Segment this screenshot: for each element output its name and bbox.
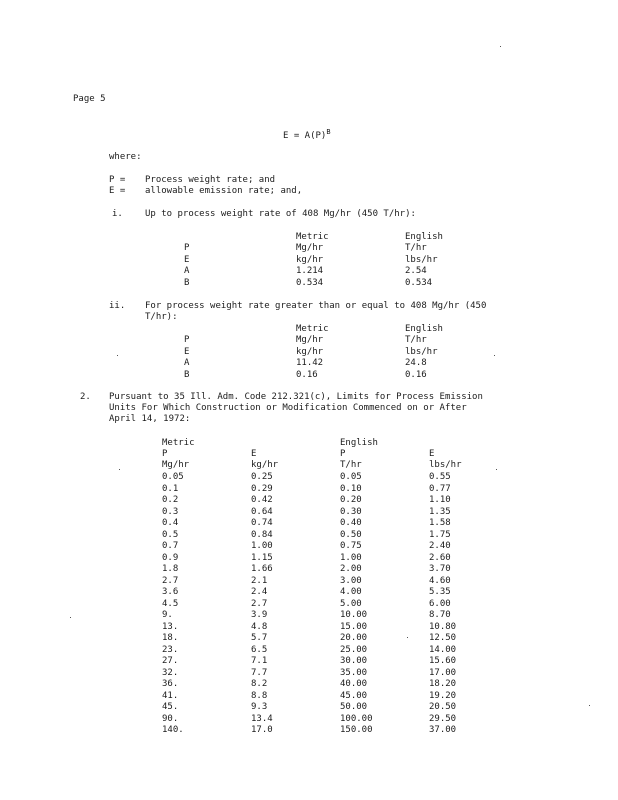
definition-p-text: Process weight rate; and — [145, 175, 276, 185]
item-ii-cell-sym: E — [184, 346, 190, 357]
limits-cell-english-e: 1.58 — [429, 518, 451, 528]
scan-speck — [407, 637, 408, 638]
item-i-cell-english: T/hr — [405, 243, 427, 253]
limits-row — [0, 725, 618, 737]
item-i-cell-sym: P — [184, 243, 190, 253]
limits-cell-metric-e: 0.84 — [251, 529, 273, 540]
where-label: where: — [109, 152, 142, 162]
item-i-table — [0, 243, 618, 289]
item-i-number: i. — [112, 209, 123, 219]
item-i-cell-sym: A — [184, 266, 190, 276]
scan-speck — [70, 617, 71, 618]
scan-speck — [119, 469, 120, 470]
definition-p-symbol: P = — [109, 175, 126, 185]
limits-row — [0, 645, 618, 657]
item-2-number: 2. — [80, 392, 91, 402]
limits-row — [0, 507, 618, 519]
limits-cell-english-e: 3.70 — [429, 564, 451, 574]
limits-row — [0, 576, 618, 588]
limits-cell-metric-e: 0.74 — [251, 518, 273, 528]
limits-cell-metric-p: 13. — [162, 621, 179, 632]
limits-cell-metric-e: 0.29 — [251, 483, 273, 494]
limits-cell-english-e: 1.10 — [429, 495, 451, 505]
limits-cell-english-e: 1.35 — [429, 506, 451, 517]
limits-cell-english-e: 37.00 — [429, 725, 457, 735]
limits-cell-metric-p: 1.8 — [162, 564, 179, 574]
limits-cell-metric-p: 23. — [162, 644, 179, 655]
limits-cell-english-e: 0.55 — [429, 472, 451, 482]
item-ii-cell-sym: B — [184, 369, 190, 380]
limits-col-unit-metric-p: Mg/hr — [162, 460, 190, 470]
limits-cell-english-p: 45.00 — [340, 690, 368, 701]
limits-row — [0, 541, 618, 553]
scan-speck — [117, 355, 118, 356]
limits-cell-english-e: 6.00 — [429, 598, 451, 609]
item-i-cell-metric: 1.214 — [296, 266, 324, 276]
limits-cell-english-e: 12.50 — [429, 633, 457, 643]
limits-cell-english-e: 2.40 — [429, 541, 451, 551]
item-i-cell-english: 0.534 — [405, 277, 433, 288]
limits-cell-metric-e: 0.42 — [251, 495, 273, 505]
limits-cell-english-p: 0.30 — [340, 506, 362, 517]
limits-row — [0, 668, 618, 680]
item-i-cell-english: 2.54 — [405, 266, 427, 276]
item-ii-header-metric: Metric — [296, 324, 329, 334]
limits-row — [0, 599, 618, 611]
limits-col-sym-metric-e: E — [251, 449, 257, 459]
limits-col-unit-english-e: lbs/hr — [429, 460, 462, 470]
limits-row — [0, 702, 618, 714]
limits-cell-english-p: 40.00 — [340, 679, 368, 689]
limits-cell-english-p: 0.10 — [340, 483, 362, 494]
limits-row — [0, 714, 618, 726]
item-2-line2: Units For Which Construction or Modification Commenced on or After — [109, 403, 467, 413]
item-ii-cell-metric: Mg/hr — [296, 335, 324, 345]
limits-cell-english-p: 2.00 — [340, 564, 362, 574]
limits-row — [0, 656, 618, 668]
item-ii-row — [0, 358, 618, 370]
limits-header-metric: Metric — [162, 438, 195, 448]
limits-col-unit-english-p: T/hr — [340, 460, 362, 470]
limits-row — [0, 691, 618, 703]
limits-cell-english-e: 5.35 — [429, 587, 451, 597]
limits-cell-english-p: 50.00 — [340, 702, 368, 712]
formula-exponent: B — [326, 128, 331, 136]
scan-speck — [500, 46, 501, 47]
limits-cell-metric-p: 2.7 — [162, 575, 179, 586]
limits-cell-english-e: 14.00 — [429, 644, 457, 655]
limits-cell-english-p: 5.00 — [340, 598, 362, 609]
item-i-header-english: English — [405, 232, 443, 242]
limits-cell-english-e: 8.70 — [429, 610, 451, 620]
limits-cell-metric-p: 27. — [162, 656, 179, 666]
definition-e-symbol: E = — [109, 186, 126, 196]
item-i-row — [0, 266, 618, 278]
limits-cell-metric-p: 9. — [162, 610, 173, 620]
limits-cell-metric-p: 0.9 — [162, 552, 179, 563]
limits-cell-metric-e: 7.7 — [251, 667, 268, 678]
item-ii-cell-metric: 11.42 — [296, 358, 324, 368]
limits-cell-metric-e: 8.8 — [251, 690, 268, 701]
limits-col-unit-metric-e: kg/hr — [251, 460, 279, 470]
item-i-cell-sym: B — [184, 277, 190, 288]
limits-row — [0, 495, 618, 507]
limits-cell-metric-e: 17.0 — [251, 725, 273, 735]
item-ii-cell-english: lbs/hr — [405, 346, 438, 357]
limits-cell-english-e: 0.77 — [429, 483, 451, 494]
limits-row — [0, 518, 618, 530]
limits-cell-english-p: 35.00 — [340, 667, 368, 678]
limits-cell-metric-p: 140. — [162, 725, 184, 735]
item-ii-cell-metric: 0.16 — [296, 369, 318, 380]
definition-e-text: allowable emission rate; and, — [145, 186, 303, 196]
limits-row — [0, 484, 618, 496]
item-ii-table — [0, 335, 618, 381]
limits-cell-metric-e: 2.7 — [251, 598, 268, 609]
limits-cell-metric-p: 0.1 — [162, 483, 179, 494]
limits-cell-english-e: 10.80 — [429, 621, 457, 632]
limits-cell-english-e: 29.50 — [429, 713, 457, 724]
limits-cell-metric-p: 0.4 — [162, 518, 179, 528]
limits-cell-metric-e: 1.00 — [251, 541, 273, 551]
limits-cell-english-e: 18.20 — [429, 679, 457, 689]
limits-cell-metric-e: 8.2 — [251, 679, 268, 689]
limits-cell-english-e: 2.60 — [429, 552, 451, 563]
limits-row — [0, 679, 618, 691]
limits-row — [0, 553, 618, 565]
limits-cell-english-p: 0.40 — [340, 518, 362, 528]
item-i-text: Up to process weight rate of 408 Mg/hr (450 T/hr): — [145, 209, 416, 219]
item-i-cell-metric: 0.534 — [296, 277, 324, 288]
item-i-row — [0, 243, 618, 255]
limits-cell-metric-p: 3.6 — [162, 587, 179, 597]
limits-cell-english-p: 150.00 — [340, 725, 373, 735]
limits-cell-metric-p: 90. — [162, 713, 179, 724]
item-i-row — [0, 255, 618, 267]
limits-cell-metric-e: 5.7 — [251, 633, 268, 643]
item-i-row — [0, 278, 618, 290]
limits-cell-metric-e: 13.4 — [251, 713, 273, 724]
item-i-cell-metric: Mg/hr — [296, 243, 324, 253]
item-ii-line1: For process weight rate greater than or equal to 408 Mg/hr (450 — [145, 301, 487, 311]
limits-cell-english-e: 15.60 — [429, 656, 457, 666]
item-ii-cell-sym: A — [184, 358, 190, 368]
item-i-header-metric: Metric — [296, 232, 329, 242]
page-label: Page 5 — [73, 94, 106, 104]
limits-cell-metric-e: 7.1 — [251, 656, 268, 666]
limits-row — [0, 610, 618, 622]
limits-cell-english-p: 100.00 — [340, 713, 373, 724]
item-ii-number: ii. — [109, 301, 126, 311]
item-ii-row — [0, 335, 618, 347]
limits-cell-english-e: 4.60 — [429, 575, 451, 586]
limits-cell-english-p: 15.00 — [340, 621, 368, 632]
limits-cell-english-e: 1.75 — [429, 529, 451, 540]
limits-cell-metric-e: 4.8 — [251, 621, 268, 632]
item-ii-cell-english: T/hr — [405, 335, 427, 345]
limits-cell-metric-p: 18. — [162, 633, 179, 643]
limits-cell-metric-p: 32. — [162, 667, 179, 678]
limits-cell-metric-p: 45. — [162, 702, 179, 712]
limits-cell-english-p: 3.00 — [340, 575, 362, 586]
formula — [283, 127, 331, 142]
limits-cell-english-p: 1.00 — [340, 552, 362, 563]
item-i-cell-metric: kg/hr — [296, 254, 324, 265]
item-ii-line2: T/hr): — [145, 312, 178, 322]
limits-cell-metric-e: 0.25 — [251, 472, 273, 482]
limits-cell-metric-p: 0.7 — [162, 541, 179, 551]
limits-cell-metric-p: 4.5 — [162, 598, 179, 609]
limits-row — [0, 564, 618, 576]
limits-row — [0, 622, 618, 634]
limits-cell-metric-e: 9.3 — [251, 702, 268, 712]
item-ii-row — [0, 347, 618, 359]
limits-cell-metric-e: 1.15 — [251, 552, 273, 563]
limits-table — [0, 472, 618, 737]
limits-col-sym-english-e: E — [429, 449, 435, 459]
limits-cell-english-p: 25.00 — [340, 644, 368, 655]
item-2-line1: Pursuant to 35 Ill. Adm. Code 212.321(c), Limits for Process Emission — [109, 392, 483, 402]
limits-cell-english-p: 0.20 — [340, 495, 362, 505]
limits-row — [0, 472, 618, 484]
limits-header-english: English — [340, 438, 378, 448]
item-ii-cell-metric: kg/hr — [296, 346, 324, 357]
scan-speck — [496, 469, 497, 470]
item-ii-cell-sym: P — [184, 335, 190, 345]
limits-cell-english-p: 0.50 — [340, 529, 362, 540]
limits-cell-metric-e: 0.64 — [251, 506, 273, 517]
limits-cell-english-p: 0.05 — [340, 472, 362, 482]
limits-cell-english-e: 17.00 — [429, 667, 457, 678]
limits-cell-english-e: 19.20 — [429, 690, 457, 701]
limits-cell-english-p: 4.00 — [340, 587, 362, 597]
limits-cell-english-p: 30.00 — [340, 656, 368, 666]
item-ii-header-english: English — [405, 324, 443, 334]
limits-row — [0, 587, 618, 599]
limits-cell-english-p: 0.75 — [340, 541, 362, 551]
limits-cell-metric-p: 36. — [162, 679, 179, 689]
limits-cell-metric-e: 6.5 — [251, 644, 268, 655]
limits-cell-english-e: 20.50 — [429, 702, 457, 712]
limits-cell-metric-e: 3.9 — [251, 610, 268, 620]
limits-cell-metric-e: 2.4 — [251, 587, 268, 597]
item-ii-row — [0, 370, 618, 382]
limits-cell-metric-p: 41. — [162, 690, 179, 701]
item-i-cell-sym: E — [184, 254, 190, 265]
item-2-line3: April 14, 1972: — [109, 414, 191, 424]
item-ii-cell-english: 24.8 — [405, 358, 427, 368]
limits-cell-english-p: 20.00 — [340, 633, 368, 643]
limits-cell-metric-p: 0.05 — [162, 472, 184, 482]
scan-speck — [494, 355, 495, 356]
item-i-cell-english: lbs/hr — [405, 254, 438, 265]
limits-cell-metric-p: 0.5 — [162, 529, 179, 540]
formula-base: E = A(P) — [283, 131, 327, 141]
scan-speck — [589, 705, 590, 706]
limits-row — [0, 530, 618, 542]
limits-cell-english-p: 10.00 — [340, 610, 368, 620]
limits-col-sym-metric-p: P — [162, 449, 168, 459]
limits-cell-metric-e: 1.66 — [251, 564, 273, 574]
limits-cell-metric-p: 0.3 — [162, 506, 179, 517]
limits-cell-metric-p: 0.2 — [162, 495, 179, 505]
limits-row — [0, 633, 618, 645]
limits-cell-metric-e: 2.1 — [251, 575, 268, 586]
item-ii-cell-english: 0.16 — [405, 369, 427, 380]
limits-col-sym-english-p: P — [340, 449, 346, 459]
